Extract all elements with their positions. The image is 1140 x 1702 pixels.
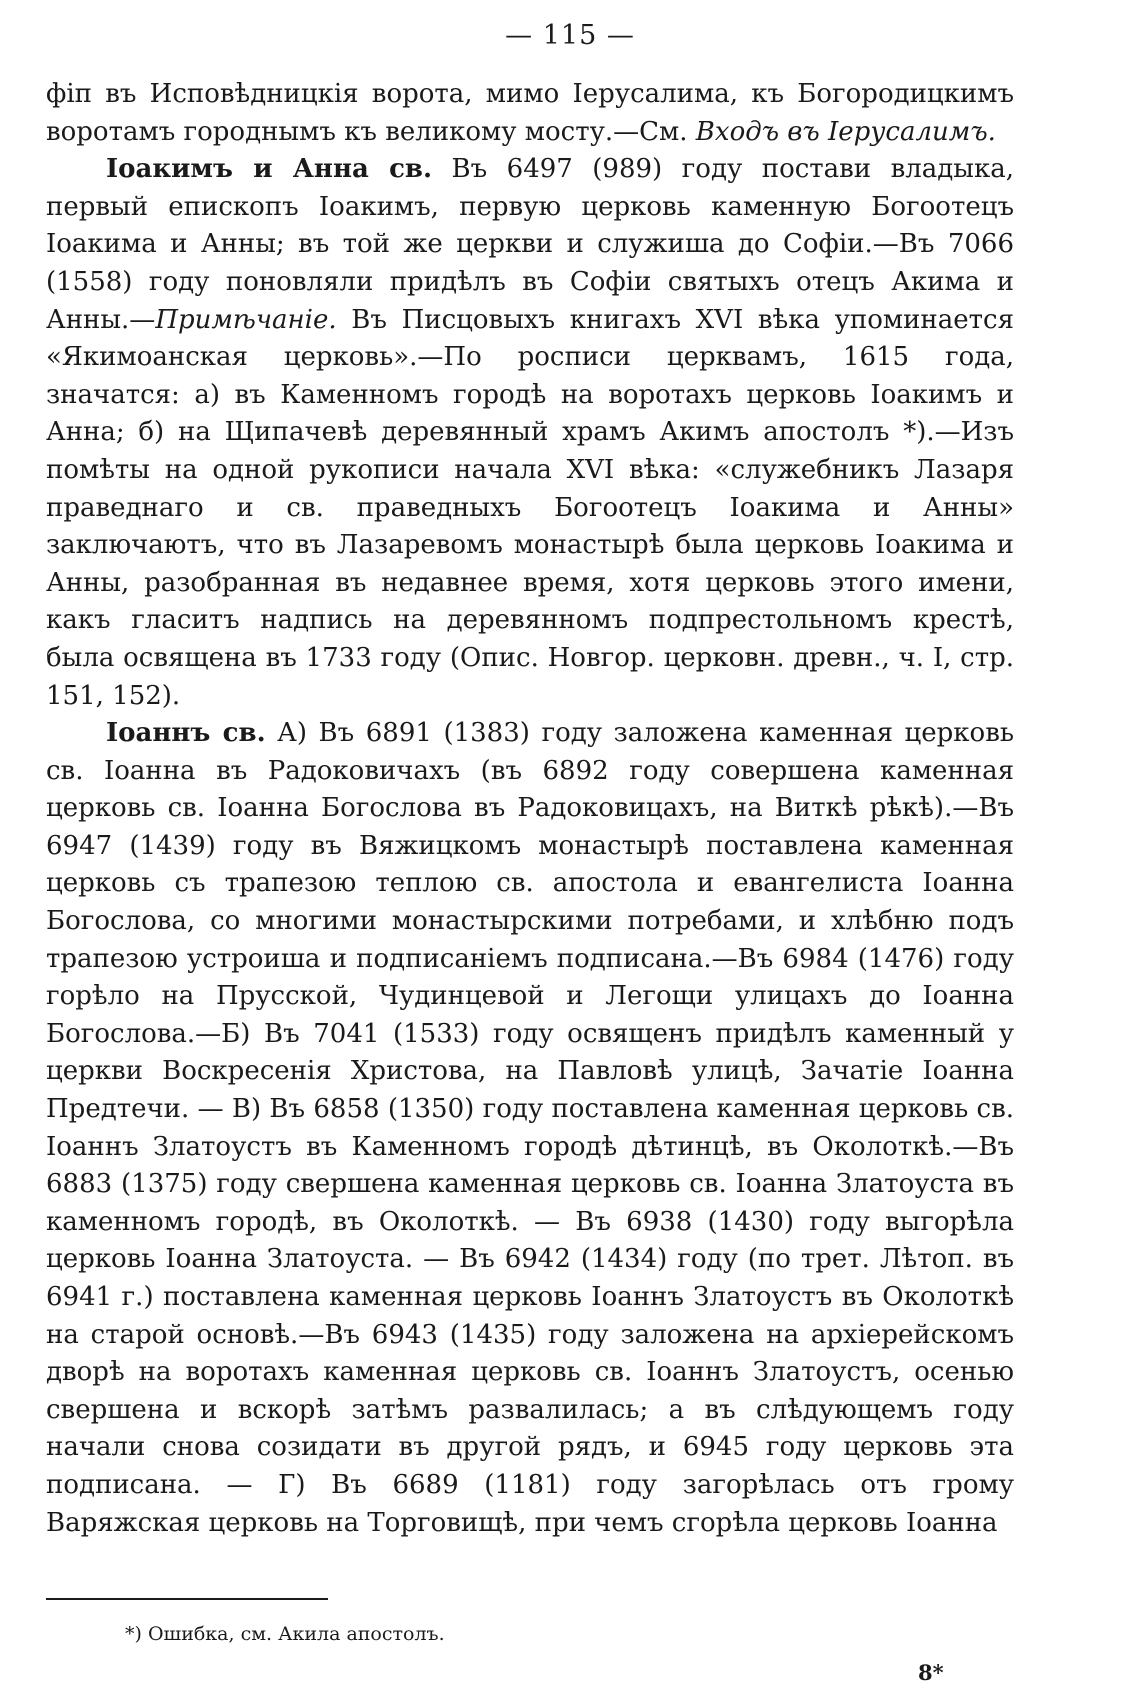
signature-mark: 8* <box>918 1660 944 1685</box>
entry-heading: Іоакимъ и Анна св. <box>106 154 433 185</box>
paragraph-ioann <box>46 715 1014 1542</box>
paragraph-ioakim-anna <box>46 151 1014 715</box>
paragraph-text: фіп въ Исповѣдницкія ворота, мимо Іерусалима, къ Богородицкимъ воротамъ городнымъ къ великому мосту.—См. <box>46 79 1014 147</box>
page-number: — 115 — <box>505 20 635 51</box>
entry-heading: Іоаннъ св. <box>106 718 266 749</box>
footnote: *) Ошибка, см. Акила апостолъ. <box>125 1623 445 1645</box>
footnote-divider <box>46 1598 328 1600</box>
note-label: Примѣчаніе. <box>155 304 337 335</box>
paragraph-text: Въ 6497 (989) году постави владыка, первый епископъ Іоакимъ, первую церковь каменную Богоотецъ Іоакима и Анны; въ той же церкви и служиша до Софіи.—Въ 7066 (1558) году поновляли придѣлъ въ Софіи святыхъ отецъ Акима и Анны.— <box>46 154 1014 335</box>
cross-reference: Входъ въ Іерусалимъ. <box>695 116 996 147</box>
paragraph-text-continued: Въ Писцовыхъ книгахъ XVI вѣка упоминается «Якимоанская церковь».—По росписи церквамъ, 1615 года, значатся: а) въ Каменномъ городѣ на воротахъ церковь Іоакимъ и Анна; б) на Щипачевѣ деревянный храмъ Акимъ апостолъ *).—Изъ помѣты на одной рукописи начала XVI вѣка: «служебникъ Лазаря праведнаго и св. праведныхъ Богоотецъ Іоакима и Анны» заключаютъ, что въ Лазаревомъ монастырѣ была церковь Іоакима и Анны, разобранная въ недавнее время, хотя церковь этого имени, какъ гласитъ надпись на деревянномъ подпрестольномъ крестѣ, была освящена въ 1733 году (Опис. Новгор. церковн. древн., ч. I, стр. 151, 152). <box>46 304 1014 711</box>
body-text <box>46 76 1014 1542</box>
paragraph-text: А) Въ 6891 (1383) году заложена каменная церковь св. Іоанна въ Радоковичахъ (въ 6892 году совершена каменная церковь св. Іоанна Богослова въ Радоковицахъ, на Виткѣ рѣкѣ).—Въ 6947 (1439) году въ Вяжицкомъ монастырѣ поставлена каменная церковь съ трапезою теплою св. апостола и евангелиста Іоанна Богослова, со многими монастырскими потребами, и хлѣбню подъ трапезою устроиша и подписаніемъ подписана.—Въ 6984 (1476) году горѣло на Прусской, Чудинцевой и Легощи улицахъ до Іоанна Богослова.—Б) Въ 7041 (1533) году освященъ придѣлъ каменный у церкви Воскресенія Христова, на Павловѣ улицѣ, Зачатіе Іоанна Предтечи. — В) Въ 6858 (1350) году поставлена каменная церковь св. Іоаннъ Златоустъ въ Каменномъ городѣ дѣтинцѣ, въ Околоткѣ.—Въ 6883 (1375) году свершена каменная церковь св. Іоанна Златоуста въ каменномъ городѣ, въ Околоткѣ. — Въ 6938 (1430) году выгорѣла церковь Іоанна Златоуста. — Въ 6942 (1434) году (по трет. Лѣтоп. въ 6941 г.) поставлена каменная церковь Іоаннъ Златоустъ въ Околоткѣ на старой основѣ.—Въ 6943 (1435) году заложена на архіерейскомъ дворѣ на воротахъ каменная церковь св. Іоаннъ Златоустъ, осенью свершена и вскорѣ затѣмъ развалилась; а въ слѣдующемъ году начали снова созидати въ другой рядъ, и 6945 году церковь эта подписана. — Г) Въ 6689 (1181) году загорѣлась отъ грому Варяжская церковь на Торговищѣ, при чемъ сгорѣла церковь Іоанна <box>46 718 1014 1538</box>
paragraph-intro <box>46 76 1014 151</box>
